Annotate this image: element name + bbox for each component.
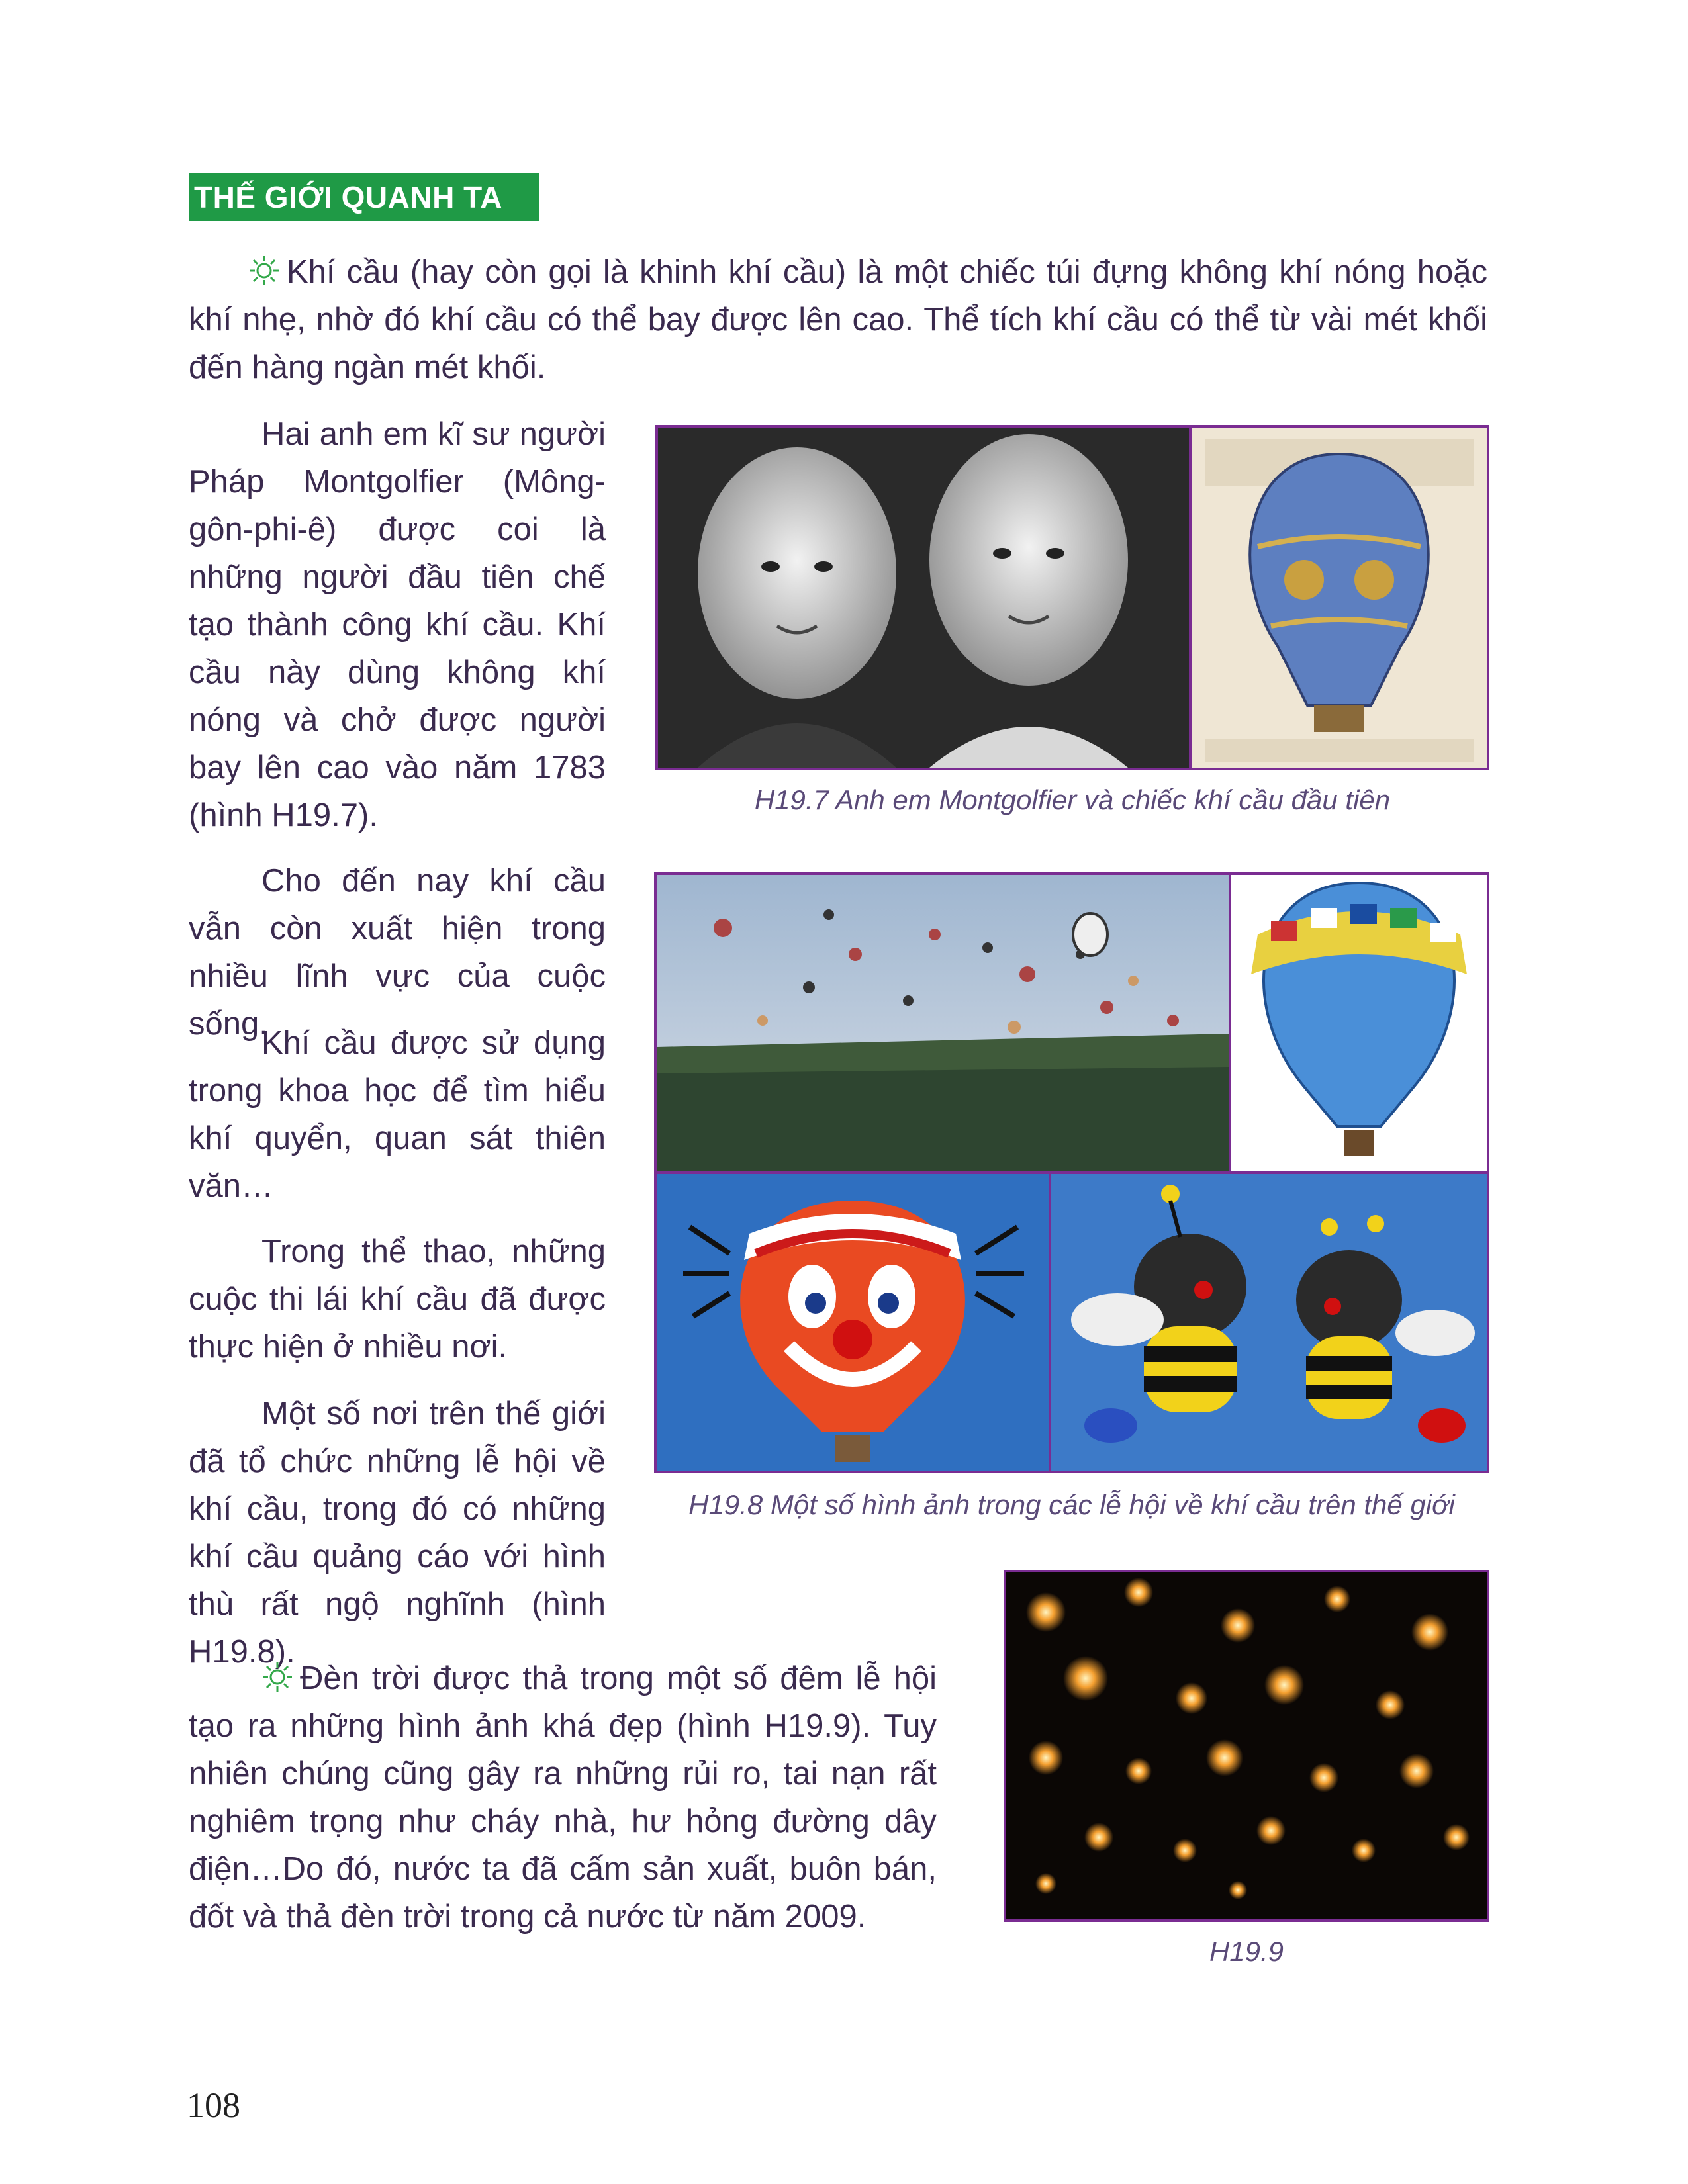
balloons-over-city-image <box>654 872 1231 1174</box>
sport-paragraph: Trong thể thao, những cuộc thi lái khí cầu đã được thực hiện ở nhiều nơi. <box>189 1234 606 1365</box>
flag-balloon-image <box>1229 872 1489 1174</box>
montgolfier-brothers-image <box>655 425 1192 770</box>
caption-h19-9: H19.9 <box>1209 1936 1284 1967</box>
caption-h19-8: H19.8 Một số hình ảnh trong các lễ hội về khí cầu trên thế giới <box>688 1489 1455 1520</box>
section-title-banner: THẾ GIỚI QUANH TA <box>189 173 539 221</box>
caption-h19-7: H19.7 Anh em Montgolfier và chiếc khí cầu đầu tiên <box>754 784 1391 815</box>
festival-paragraph: Một số nơi trên thế giới đã tổ chức những lễ hội về khí cầu, trong đó có những khí cầu quảng cáo với hình thù rất ngộ nghĩnh (hình H19.8). <box>189 1396 606 1670</box>
clown-balloon-image <box>654 1171 1051 1473</box>
bee-balloons-image <box>1049 1171 1489 1473</box>
montgolfier-paragraph: Hai anh em kĩ sư người Pháp Montgolfier (Mông-gôn-phi-ê) được coi là những người đầu tiên chế tạo thành công khí cầu. Khí cầu này dùng không khí nóng và chở được người bay lên cao vào năm 1783 (hình H19.7). <box>189 416 606 833</box>
first-balloon-image <box>1189 425 1489 770</box>
today-paragraph: Cho đến nay khí cầu vẫn còn xuất hiện trong nhiều lĩnh vực của cuộc sống. <box>189 863 606 1042</box>
intro-text: Khí cầu (hay còn gọi là khinh khí cầu) là một chiếc túi đựng không khí nóng hoặc khí nhẹ, nhờ đó khí cầu có thể bay được lên cao. Thể tích khí cầu có thể từ vài mét khối đến hàng ngàn mét khối. <box>189 254 1487 385</box>
lanterns-text: Đèn trời được thả trong một số đêm lễ hội tạo ra những hình ảnh khá đẹp (hình H19.9). Tuy nhiên chúng cũng gây ra những rủi ro, tai nạn rất nghiêm trọng như cháy nhà, hư hỏng đường dây điện…Do đó, nước ta đã cấm sản xuất, buôn bán, đốt và thả đèn trời trong cả nước từ năm 2009. <box>189 1661 937 1934</box>
sun-bullet-icon <box>261 1661 293 1693</box>
intro-paragraph <box>189 248 1487 391</box>
science-paragraph: Khí cầu được sử dụng trong khoa học để tìm hiểu khí quyển, quan sát thiên văn… <box>189 1025 606 1204</box>
sun-bullet-icon <box>248 255 280 287</box>
page-number: 108 <box>187 2085 240 2125</box>
lanterns-paragraph <box>189 1655 937 1940</box>
sky-lanterns-image <box>1004 1570 1489 1922</box>
